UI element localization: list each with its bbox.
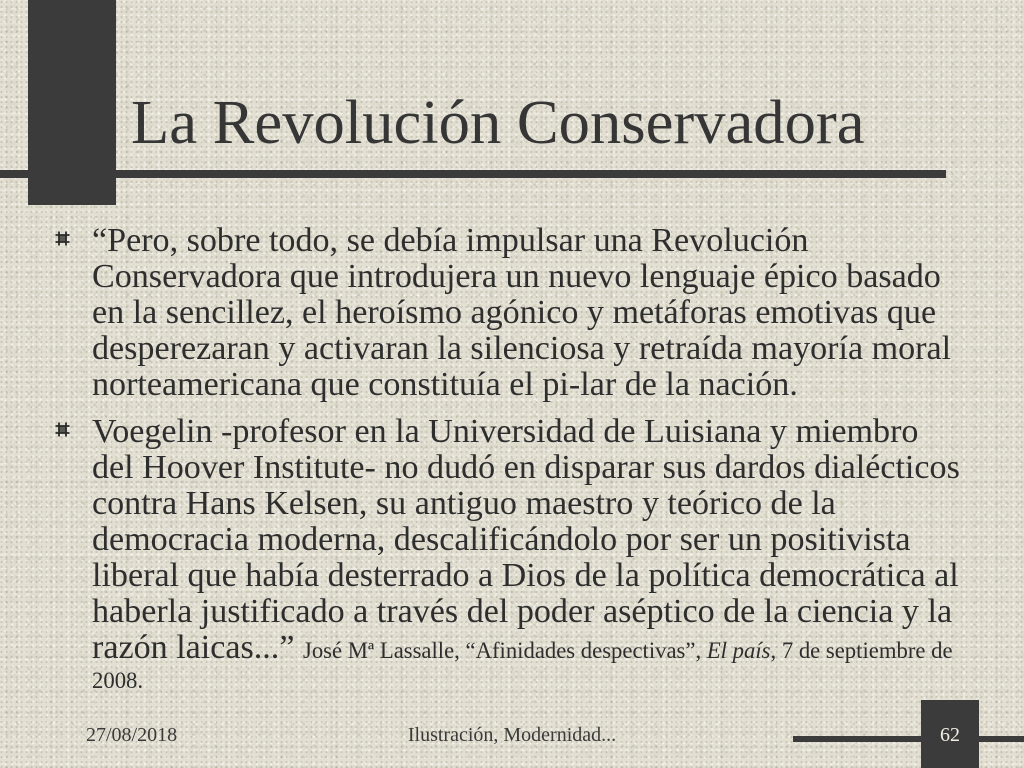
body-text-line-end: razón laicas...” bbox=[92, 628, 295, 666]
body-text-line: liberal que había desterrado a Dios de la política democrática al bbox=[92, 556, 959, 594]
footer-rule-bar bbox=[793, 736, 1024, 742]
bullet-paragraph-voegelin bbox=[92, 414, 992, 696]
citation bbox=[303, 638, 953, 663]
citation-publication: El país bbox=[706, 637, 771, 663]
footer-date: 27/08/2018 bbox=[86, 724, 178, 746]
body-text-line: del Hoover Institute- no dudó en disparar sus dardos dialécticos bbox=[92, 448, 960, 486]
body-text-line: norteamericana que constituía el pi-lar de la nación. bbox=[92, 365, 798, 403]
title-rule-bar bbox=[0, 170, 946, 178]
slide-number: 62 bbox=[940, 724, 960, 746]
body-text-line: haberla justificado a través del poder aséptico de la ciencia y la bbox=[92, 592, 953, 630]
slide-title: La Revolución Conservadora bbox=[131, 87, 865, 157]
hash-square-bullet-icon bbox=[55, 231, 70, 246]
body-text-line-with-citation bbox=[92, 630, 992, 666]
body-text-line: contra Hans Kelsen, su antiguo maestro y teórico de la bbox=[92, 484, 836, 522]
body-text-line: Conservadora que introdujera un nuevo lenguaje épico basado bbox=[92, 257, 941, 295]
body-text-line: Voegelin -profesor en la Universidad de Luisiana y miembro bbox=[92, 412, 919, 450]
body-text-line: desperezaran y activaran la silenciosa y retraída mayoría moral bbox=[92, 329, 952, 367]
footer-title: Ilustración, Modernidad... bbox=[407, 724, 617, 746]
body-text-line: en la sencillez, el heroísmo agónico y metáforas emotivas que bbox=[92, 293, 937, 331]
bullet-paragraph-quote bbox=[92, 223, 992, 403]
citation-author-article: José Mª Lassalle, “Afinidades despectivas”, bbox=[303, 637, 702, 663]
body-text-line: “Pero, sobre todo, se debía impulsar una Revolución bbox=[92, 221, 809, 259]
hash-square-bullet-icon bbox=[55, 422, 70, 437]
body-text-line: democracia moderna, descalificándolo por ser un positivista bbox=[92, 520, 911, 558]
citation-date: , 7 de septiembre de bbox=[770, 637, 953, 663]
citation-date-continuation: 2008. bbox=[92, 667, 144, 693]
slide-body bbox=[92, 223, 992, 696]
